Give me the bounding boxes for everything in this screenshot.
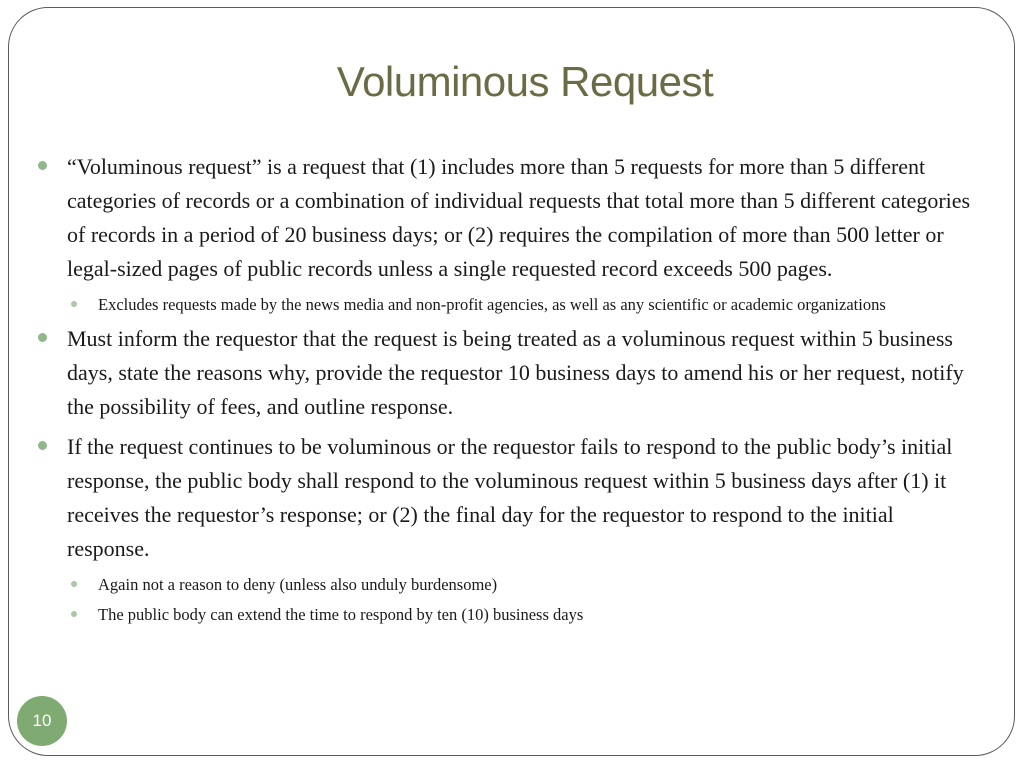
- bullet-dot-icon: [38, 161, 47, 170]
- bullet-dot-icon: [38, 441, 47, 450]
- sub-bullet-text: Again not a reason to deny (unless also unduly burdensome): [98, 575, 498, 594]
- sub-bullet-text: Excludes requests made by the news media and non-profit agencies, as well as any scientific or academic organizations: [98, 295, 886, 314]
- bullet-text: “Voluminous request” is a request that (1) includes more than 5 requests for more than 5 different categories of records or a combination of individual requests that total more than 5 different categories of records in a period of 20 business days; or (2) requires the compilation of more than 500 letter or legal-sized pages of public records unless a single requested record exceeds 500 pages.: [67, 154, 971, 281]
- page-number-badge: 10: [17, 696, 67, 746]
- sub-bullet-item: [69, 572, 978, 598]
- slide-content: [38, 150, 978, 632]
- bullet-dot-icon: [71, 581, 77, 587]
- bullet-dot-icon: [38, 333, 47, 342]
- sub-bullet-text: The public body can extend the time to respond by ten (10) business days: [98, 605, 584, 624]
- bullet-dot-icon: [71, 611, 77, 617]
- bullet-item: [38, 322, 978, 424]
- sub-bullet-item: [69, 602, 978, 628]
- bullet-dot-icon: [71, 301, 77, 307]
- bullet-item: [38, 150, 978, 286]
- sub-bullet-item: [69, 292, 978, 318]
- slide-title: Voluminous Request: [336, 58, 714, 105]
- bullet-item: [38, 430, 978, 566]
- bullet-text: Must inform the requestor that the request is being treated as a voluminous request within 5 business days, state the reasons why, provide the requestor 10 business days to amend his or her request, notify the possibility of fees, and outline response.: [67, 326, 964, 419]
- bullet-text: If the request continues to be voluminous or the requestor fails to respond to the public body’s initial response, the public body shall respond to the voluminous request within 5 business days after (1) it receives the requestor’s response; or (2) the final day for the requestor to respond to the initial response.: [67, 434, 953, 561]
